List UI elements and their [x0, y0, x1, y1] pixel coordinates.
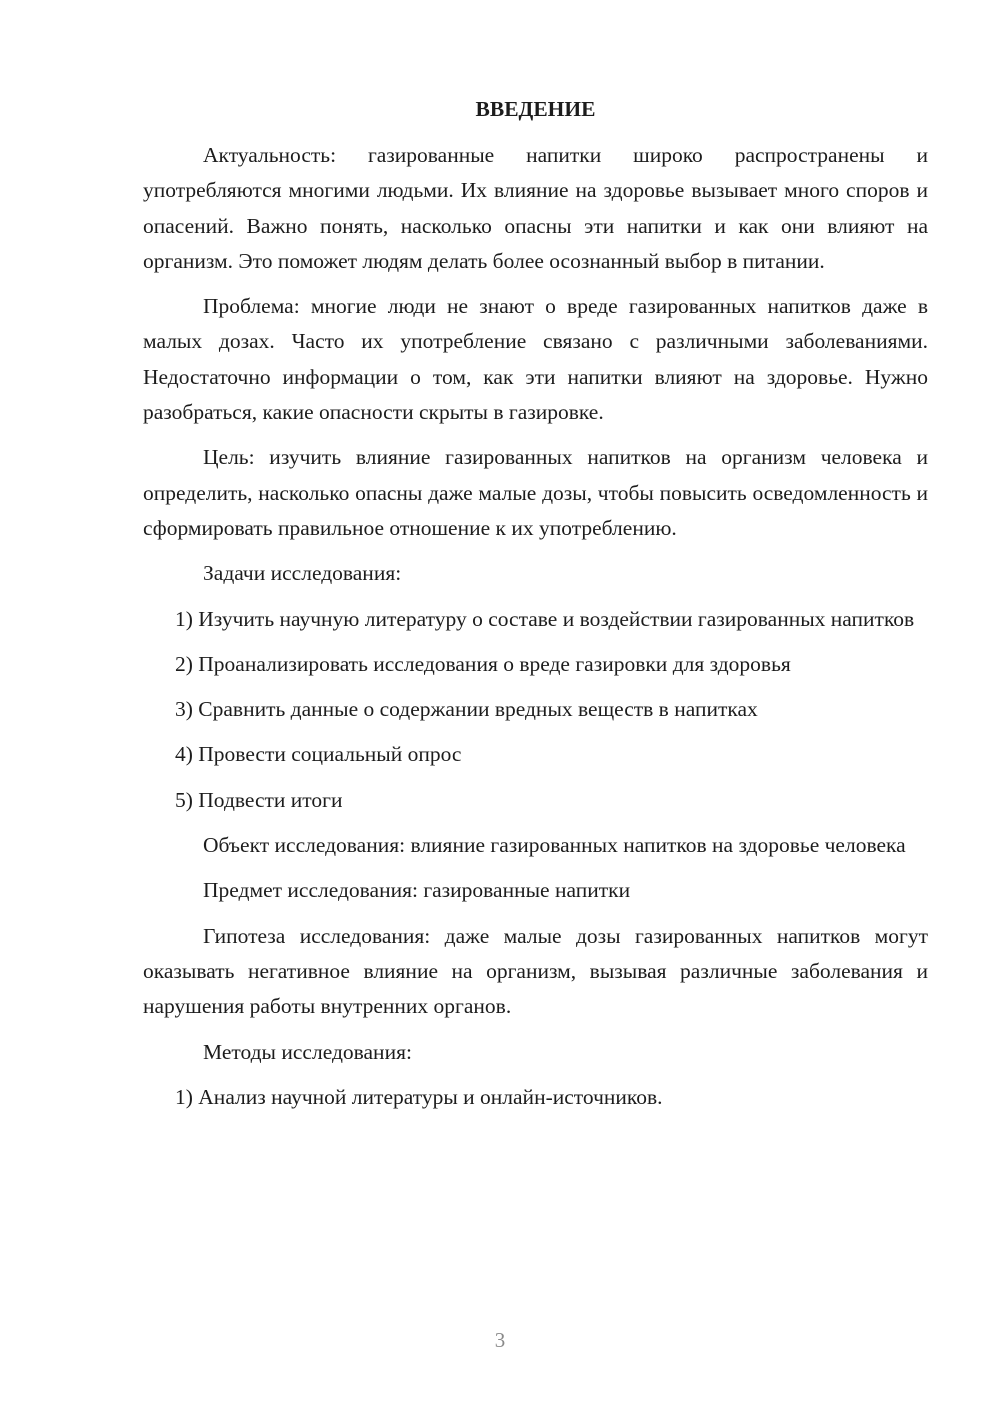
- document-page: [143, 90, 928, 1125]
- task-item: 5) Подвести итоги: [175, 787, 343, 812]
- tasks-heading: Задачи исследования:: [203, 561, 402, 586]
- hypothesis-paragraph: Гипотеза исследования: даже малые дозы газированных напитков могут оказывать негативное влияние на организм, вызывая различные заболевания и нарушения работы внутренних органов.: [143, 923, 928, 1019]
- page-number: 3: [494, 1328, 506, 1352]
- method-item: 1) Анализ научной литературы и онлайн-источников.: [175, 1084, 663, 1109]
- task-item: 4) Провести социальный опрос: [175, 742, 462, 767]
- subject-paragraph: Предмет исследования: газированные напитки: [203, 878, 631, 903]
- problem-paragraph: Проблема: многие люди не знают о вреде газированных напитков даже в малых дозах. Часто их употребление связано с различными заболеваниями. Недостаточно информации о том, как эти напитки влияют на здоровье. Нужно разобраться, какие опасности скрыты в газировке.: [143, 294, 928, 425]
- section-title: ВВЕДЕНИЕ: [475, 97, 596, 121]
- methods-heading: Методы исследования:: [203, 1039, 412, 1064]
- task-item: 3) Сравнить данные о содержании вредных веществ в напитках: [175, 697, 758, 722]
- goal-paragraph: Цель: изучить влияние газированных напитков на организм человека и определить, насколько опасны даже малые дозы, чтобы повысить осведомленность и сформировать правильное отношение к их употреблению.: [143, 445, 928, 540]
- object-paragraph: Объект исследования: влияние газированных напитков на здоровье человека: [203, 833, 906, 858]
- task-item: 1) Изучить научную литературу о составе и воздействии газированных напитков: [175, 606, 915, 631]
- task-item: 2) Проанализировать исследования о вреде газировки для здоровья: [175, 651, 791, 676]
- relevance-paragraph: Актуальность: газированные напитки широко распространены и употребляются многими людьми. Их влияние на здоровье вызывает много споров и опасений. Важно понять, насколько опасны эти напитки и как они влияют на организм. Это поможет людям делать более осознанный выбор в питании.: [143, 143, 928, 273]
